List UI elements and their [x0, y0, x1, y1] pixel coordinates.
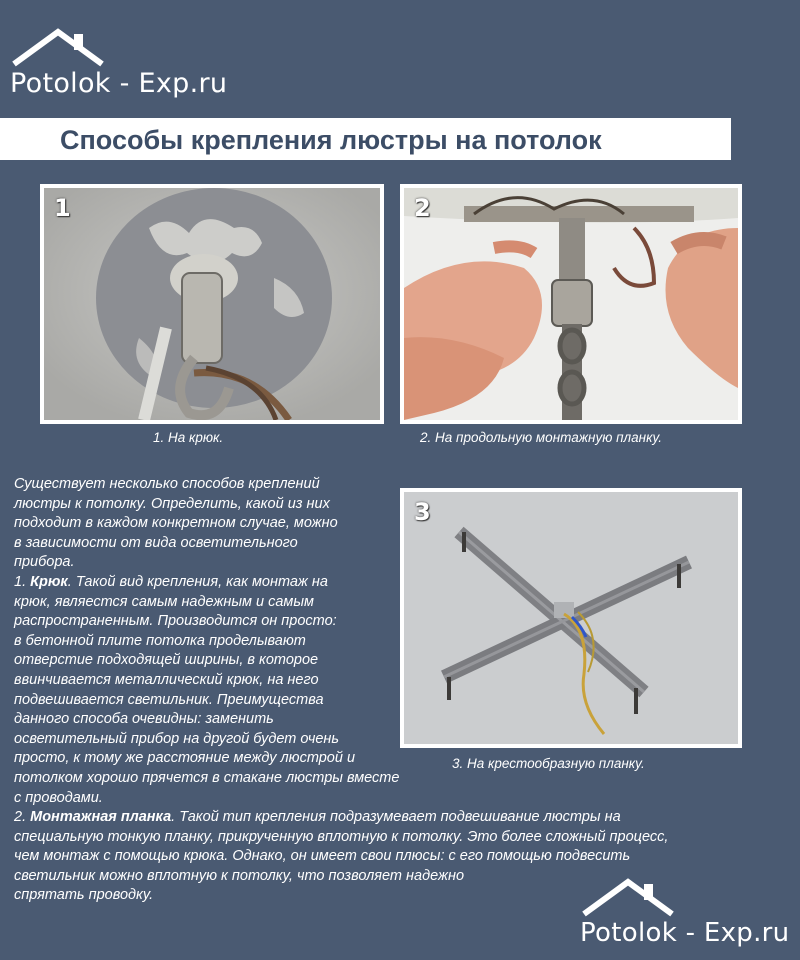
item2-line: спрятать проводку. [14, 887, 154, 904]
item1-line: подвешивается светильник. Преимущества [14, 691, 324, 708]
item1-line: отверстие подходящей ширины, в которое [14, 652, 319, 669]
title-bar [0, 118, 731, 160]
photo-number: 1 [54, 194, 71, 222]
item1-line: в бетонной плите потолка проделывают [14, 632, 306, 649]
item2-term: Монтажная планка [30, 809, 172, 826]
item1-line: просто, к тому же расстояние между люстрой и [14, 750, 356, 767]
mounting-plate-image [404, 188, 738, 420]
logo-text: Potolok - Exp.ru [10, 68, 228, 99]
caption-photo-1: 1. На крюк. [153, 430, 224, 445]
item2-prefix: 2. [14, 809, 31, 826]
house-roof-icon [10, 28, 110, 68]
logo-text: Potolok - Exp.ru [580, 918, 790, 948]
photo-hook [40, 184, 384, 424]
item1-line: с проводами. [14, 789, 103, 806]
item2-first-line [14, 808, 784, 828]
bottom-logo[interactable] [578, 876, 793, 956]
item2-line: светильник можно вплотную к потолку, что позволяет надежно [14, 867, 465, 884]
page-title: Способы крепления люстры на потолок [60, 125, 602, 155]
ceiling-hook-image [44, 188, 380, 420]
article-text [14, 475, 784, 906]
intro-line: прибора. [14, 554, 75, 571]
intro-line: в зависимости от вида осветительного [14, 534, 298, 551]
item1-term: Крюк [30, 573, 68, 590]
intro-line: люстры к потолку. Определить, какой из них [14, 495, 330, 512]
item1-line: крюк, являестся самым надежным и самым [14, 593, 314, 610]
house-roof-icon [580, 878, 680, 918]
item1-prefix: 1. [14, 573, 31, 590]
item1-line: ввинчивается металлический крюк, на него [14, 671, 319, 688]
photo-number: 2 [414, 194, 431, 222]
item2-line: специальную тонкую планку, прикрученную вплотную к потолку. Это более сложный процесс, [14, 828, 669, 845]
item2-first-rest: . Такой тип крепления подразумевает подвешивание люстры на [171, 809, 621, 826]
item1-line: распространенным. Производится он просто: [14, 613, 337, 630]
item2-line: чем монтаж с помощью крюка. Однако, он имеет свои плюсы: с его помощью подвесить [14, 848, 631, 865]
item1-line: осветительный прибор на другой будет очень [14, 730, 339, 747]
item1-line: данного способа очевидны: заменить [14, 711, 274, 728]
intro-line: Существует несколько способов креплений [14, 476, 320, 492]
caption-photo-3: 3. На крестообразную планку. [452, 756, 645, 771]
item1-line: потолком хорошо прячется в стакане люстры вместе [14, 769, 400, 786]
item1-first-rest: . Такой вид крепления, как монтаж на [67, 573, 328, 590]
top-logo[interactable] [8, 24, 238, 104]
photo-mounting-plate [400, 184, 742, 424]
intro-line: подходит в каждом конкретном случае, можно [14, 515, 338, 532]
item1-first-line [14, 573, 784, 593]
caption-photo-2: 2. На продольную монтажную планку. [420, 430, 663, 445]
photo-number: 3 [414, 498, 431, 526]
